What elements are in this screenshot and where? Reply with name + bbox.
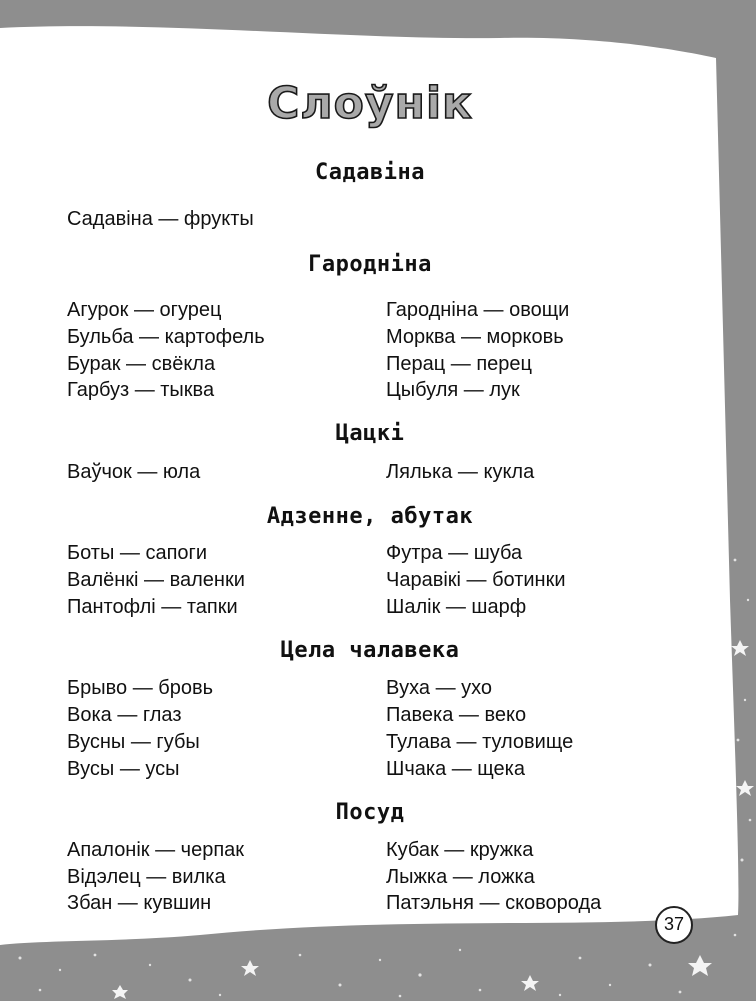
entry: Перац — перец bbox=[386, 353, 532, 375]
entry: Патэльня — сковорода bbox=[386, 892, 602, 914]
entry: Валёнкі — валенки bbox=[67, 569, 245, 591]
entry: Павека — веко bbox=[386, 704, 527, 726]
entry: Гарбуз — тыква bbox=[67, 379, 215, 401]
entry: Брыво — бровь bbox=[67, 677, 214, 699]
entry: Лыжка — ложка bbox=[386, 866, 535, 888]
entry: Пантофлі — тапки bbox=[67, 596, 238, 618]
entry: Футра — шуба bbox=[386, 542, 523, 564]
page-number-badge: 37 bbox=[655, 906, 693, 944]
entry: Цыбуля — лук bbox=[386, 379, 520, 401]
section-heading-clothes: Адзенне, абутак bbox=[266, 504, 474, 529]
entry: Вусны — губы bbox=[67, 731, 200, 753]
entry: Шчака — щека bbox=[386, 758, 525, 780]
entry: Бурак — свёкла bbox=[67, 353, 216, 375]
entry: Відэлец — вилка bbox=[67, 866, 226, 888]
entry: Кубак — кружка bbox=[386, 839, 534, 861]
entry: Збан — кувшин bbox=[67, 892, 212, 914]
entry: Ваўчок — юла bbox=[67, 461, 201, 483]
entry: Садавіна — фрукты bbox=[67, 208, 254, 230]
entry: Вусы — усы bbox=[67, 758, 180, 780]
entry: Вуха — ухо bbox=[386, 677, 493, 699]
entry: Вока — глаз bbox=[67, 704, 182, 726]
section-heading-dishes: Посуд bbox=[335, 800, 405, 825]
entry: Морква — морковь bbox=[386, 326, 564, 348]
entry: Тулава — туловище bbox=[386, 731, 574, 753]
entry: Бульба — картофель bbox=[67, 326, 265, 348]
section-heading-body: Цела чалавека bbox=[280, 638, 460, 663]
section-heading-fruits: Садавіна bbox=[315, 160, 425, 185]
entry: Шалік — шарф bbox=[386, 596, 527, 618]
entry: Лялька — кукла bbox=[386, 461, 535, 483]
entry: Гароднiна — овощи bbox=[386, 299, 570, 321]
section-heading-vegetables: Гароднiна bbox=[308, 252, 432, 277]
page-title: Слоўнік bbox=[267, 78, 473, 129]
entry: Чаравікі — ботинки bbox=[386, 569, 566, 591]
entry: Апалонік — черпак bbox=[67, 839, 245, 861]
section-heading-toys: Цацкi bbox=[335, 421, 405, 446]
entry: Боты — сапоги bbox=[67, 542, 207, 564]
entry: Агурок — огурец bbox=[67, 299, 222, 321]
